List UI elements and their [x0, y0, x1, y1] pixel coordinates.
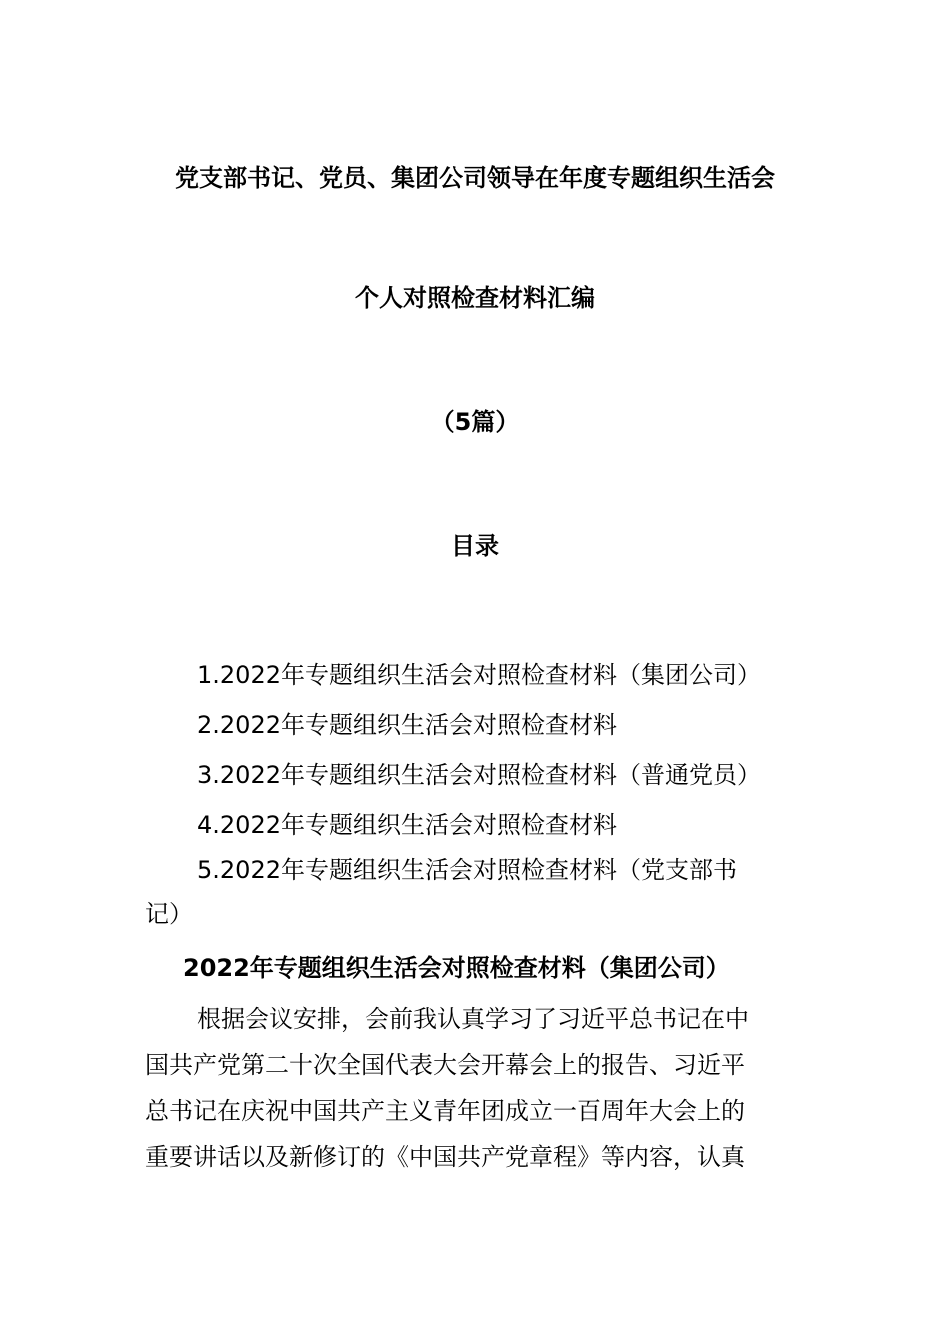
toc-item-5-line-2: 记）	[145, 900, 193, 928]
table-of-contents	[145, 650, 810, 936]
document-title-line-1: 党支部书记、党员、集团公司领导在年度专题组织生活会	[175, 164, 775, 192]
body-line-4: 重要讲话以及新修订的《中国共产党章程》等内容，认真	[145, 1143, 745, 1171]
toc-item-5-line-1: 5.2022年专题组织生活会对照检查材料（党支部书	[197, 856, 737, 884]
document-count: （5篇）	[430, 408, 520, 436]
body-paragraph	[145, 996, 810, 1180]
section-heading: 2022年专题组织生活会对照检查材料（集团公司）	[183, 954, 730, 982]
toc-item-2: 2.2022年专题组织生活会对照检查材料	[197, 711, 617, 739]
toc-heading: 目录	[451, 532, 499, 560]
document-title-line-2: 个人对照检查材料汇编	[355, 284, 595, 312]
toc-item-4: 4.2022年专题组织生活会对照检查材料	[197, 811, 617, 839]
body-line-1: 根据会议安排，会前我认真学习了习近平总书记在中	[197, 1005, 749, 1033]
toc-item-1: 1.2022年专题组织生活会对照检查材料（集团公司）	[197, 661, 761, 689]
toc-item-3: 3.2022年专题组织生活会对照检查材料（普通党员）	[197, 761, 761, 789]
toc-item-5	[145, 848, 810, 936]
body-line-2: 国共产党第二十次全国代表大会开幕会上的报告、习近平	[145, 1051, 745, 1079]
body-line-3: 总书记在庆祝中国共产主义青年团成立一百周年大会上的	[145, 1097, 745, 1125]
